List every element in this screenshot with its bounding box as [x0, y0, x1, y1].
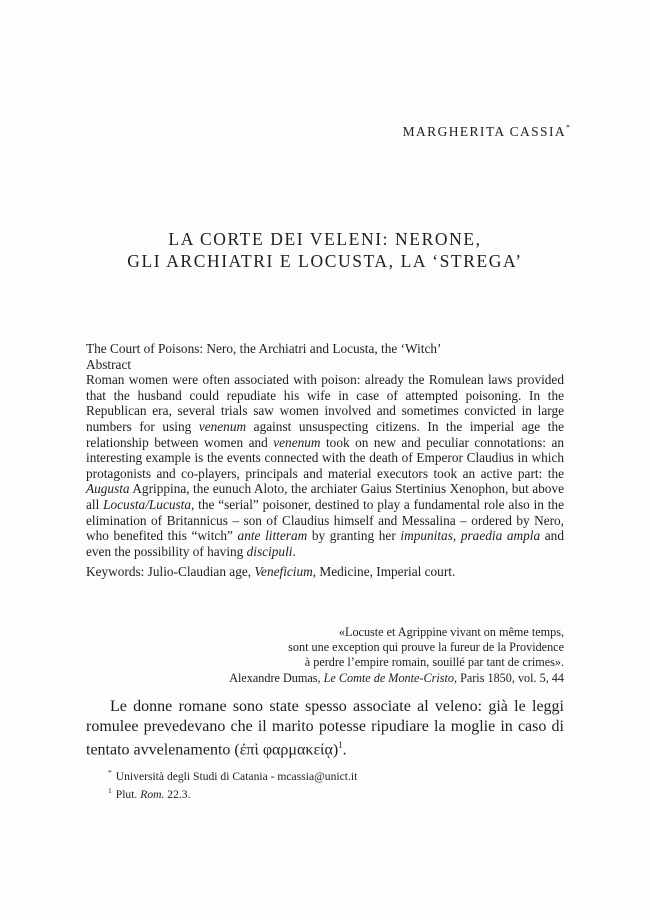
keywords-italic: Veneficium [254, 564, 313, 580]
abstract-text [86, 372, 564, 559]
article-title-line-2: GLI ARCHIATRI E LOCUSTA, LA ‘STREGA’ [127, 251, 523, 271]
author-name-text: MARGHERITA CASSIA [402, 124, 566, 139]
abstract-italic: ante litteram [237, 528, 308, 544]
keywords-text: , Medicine, Imperial court. [312, 564, 456, 580]
footnote-affiliation-text: Università degli Studi di Catania - mcassia@unict.it [115, 769, 358, 783]
abstract-segment: Agrippina, the eunuch Aloto, the archiater Gaius Stertinius Xenophon, but above all [86, 481, 564, 512]
epigraph-line-2: sont une exception qui prouve la fureur de la Providence [288, 640, 564, 655]
keywords-text: Keywords: Julio-Claudian age, [86, 564, 255, 580]
abstract-italic: venenum [198, 418, 247, 434]
footnote-1-text: 22.3. [164, 788, 191, 802]
abstract-italic: discipuli [246, 543, 293, 559]
abstract-section [86, 341, 564, 580]
footnote-1 [108, 784, 357, 802]
footnote-1-text: Plut. [115, 788, 141, 802]
abstract-heading: Abstract [86, 356, 132, 372]
epigraph-attribution [94, 671, 564, 686]
abstract-segment: . [292, 543, 296, 559]
epigraph-author: Alexandre Dumas, [229, 670, 324, 685]
abstract-italic: impunitas, praedia ampla [400, 528, 541, 544]
epigraph-citation: , Paris 1850, vol. 5, 44 [453, 670, 564, 685]
abstract-segment: , the “serial” poisoner, destined to play a fundamental role also in the elimination of Britannicus – son of Claudius himself and Messalina – ordered by Nero, who benefited this “witch” [86, 496, 564, 544]
epigraph-line-1: «Locuste et Agrippine vivant on même temps, [338, 625, 564, 639]
body-paragraph [86, 697, 564, 760]
abstract-segment: took on new and peculiar connotations: an interesting example is the events connected with the death of Emperor Claudius in which protagonists and co-players, principals and material executors took an active part: the [86, 434, 565, 481]
abstract-segment: and even the possibility of having [86, 528, 564, 559]
article-title [80, 228, 570, 272]
english-title: The Court of Poisons: Nero, the Archiatri and Locusta, the ‘Witch’ [86, 341, 442, 356]
footnote-affiliation [108, 766, 357, 784]
abstract-italic: venenum [273, 434, 321, 450]
abstract-segment: by granting her [307, 528, 401, 544]
body-paragraph-end: . [342, 741, 347, 759]
footnote-mark: 1 [108, 786, 112, 796]
abstract-italic: Locusta/Lucusta [103, 496, 192, 512]
abstract-italic: Augusta [86, 481, 130, 497]
article-title-line-1: LA CORTE DEI VELENI: NERONE, [168, 229, 482, 249]
footnotes [108, 766, 357, 803]
epigraph-line-3: à perdre l’empire romain, souillé par tant de crimes». [304, 655, 564, 670]
footnote-reference[interactable]: 1 [338, 740, 343, 750]
abstract-segment: against unsuspecting citizens. In the imperial age the relationship between women and [86, 418, 564, 450]
body-text [86, 697, 564, 760]
footnote-1-italic: Rom. [140, 788, 165, 802]
epigraph-work-title: Le Comte de Monte-Cristo [323, 670, 454, 685]
body-paragraph-text: Le donne romane sono state spesso associate al veleno: già le leggi romulee prevedevano che il marito potesse ripudiare la moglie in caso di tentato avvelenamento (ἐπὶ φαρμακείᾳ) [86, 698, 564, 759]
footnote-mark: * [108, 768, 112, 777]
abstract-segment: Roman women were often associated with poison: already the Romulean laws provided that the husband could repudiate his wife in case of attempted poisoning. In the Republican era, several trials saw women involved and sometimes convicted in large numbers for using [86, 372, 564, 434]
author-footnote-mark: * [566, 123, 570, 132]
keywords [86, 564, 564, 580]
epigraph [94, 625, 564, 686]
author-name [403, 124, 570, 140]
